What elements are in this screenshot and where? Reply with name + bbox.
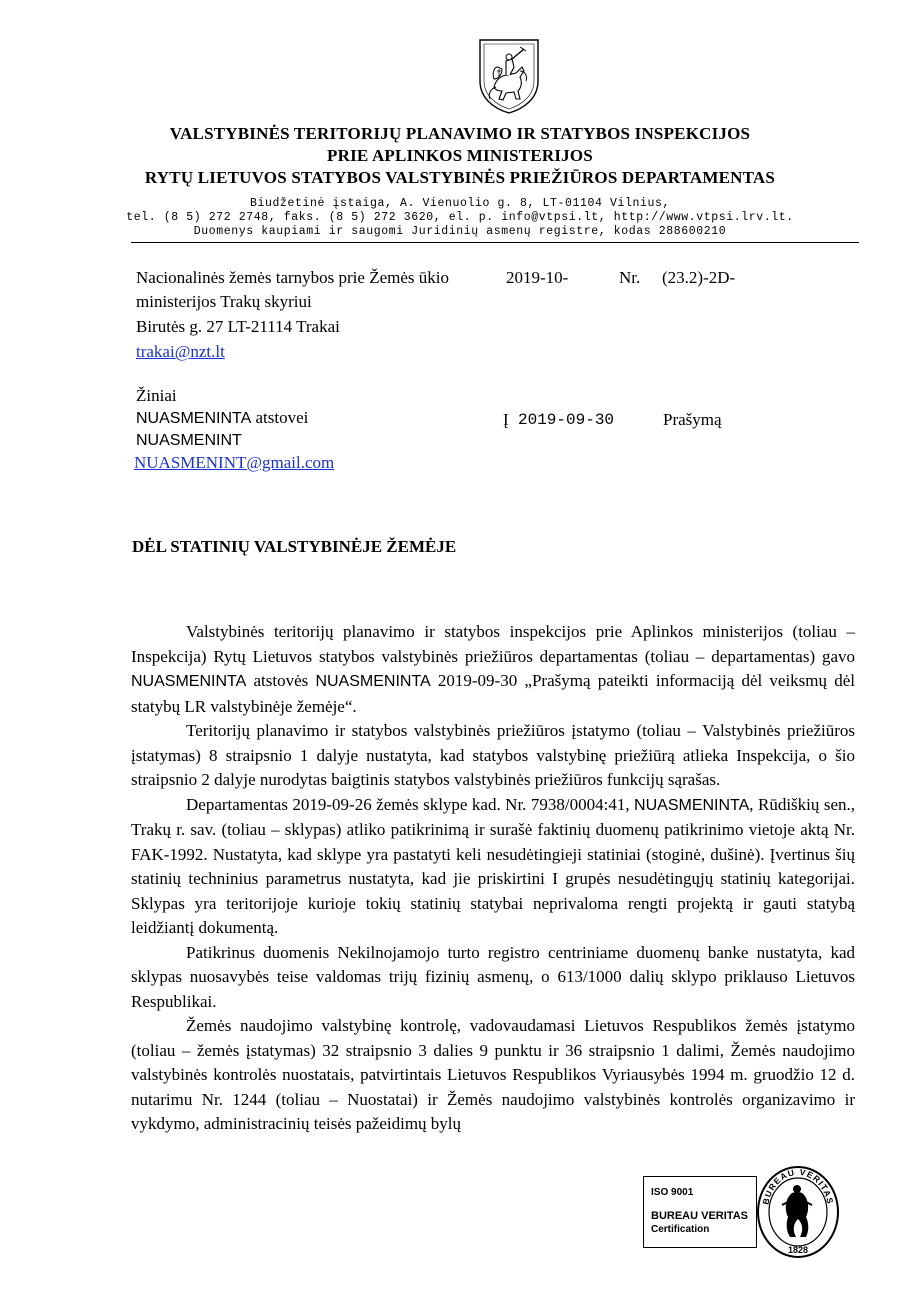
- recipient-email-link[interactable]: trakai@nzt.lt: [136, 342, 225, 361]
- document-number-label: Nr.: [619, 268, 641, 287]
- info-recipient-name: [136, 406, 308, 432]
- recipient-name-line-1: Nacionalinės žemės tarnybos prie Žemės ūkio: [136, 268, 449, 287]
- bureau-veritas-label: BUREAU VERITAS: [651, 1210, 748, 1222]
- reference-date: 2019-09-30: [518, 411, 615, 429]
- anonymized-name: NUASMENINTA: [315, 673, 431, 690]
- paragraph-1: [131, 620, 855, 719]
- institution-contacts: tel. (8 5) 272 2748, faks. (8 5) 272 3620, el. p. info@vtpsi.lt, http://www.vtpsi.lrv.lt.: [126, 211, 794, 224]
- header-divider: [131, 242, 859, 243]
- coat-of-arms-emblem: [476, 37, 542, 115]
- paragraph-5: Žemės naudojimo valstybinę kontrolę, vadovaudamasi Lietuvos Respublikos žemės įstatymo (toliau – žemės įstatymas) 32 straipsnio 3 dalies 9 punktu ir 36 straipsnio 1 dalimi, Žemės naudojimo valstybinės kontrolės nuostatais, patvirtintais Lietuvos Respublikos Vyriausybės 1994 m. gruodžio 12 d. nutarimu Nr. 1244 (toliau – Nuostatai) ir Žemės naudojimo valstybinės kontrolės organizavimo ir vykdymo, administracinių teisės pažeidimų bylų: [131, 1016, 855, 1133]
- info-recipient-role: atstovei: [251, 408, 309, 427]
- paragraph-3-part-b: , Rūdiškių sen., Trakų r. sav. (toliau – sklypas) atliko patikrinimą ir surašė faktinių duomenų patikrinimo vietoje aktą Nr. FAK-1992. Nustatyta, kad sklype yra pastatyti keli nesudėtingieji statiniai (stoginė, dušinė). Įvertinus šių statinių techninius parametrus nustatyta, kad jie priskirtini I grupės nesudėtingųjų statinių kategorijai. Sklypas yra teritorijoje kurioje tokių statinių statybai neprivaloma rengti projektą ir gauti statybą leidžiantį dokumentą.: [131, 794, 856, 937]
- anonymized-name: NUASMENINTA: [131, 673, 247, 690]
- iso-label: ISO 9001: [651, 1187, 694, 1198]
- recipient-name-line-2: ministerijos Trakų skyriui: [136, 292, 312, 311]
- paragraph-2: Teritorijų planavimo ir statybos valstybinės priežiūros įstatymo (toliau – Valstybinės priežiūros įstatymas) 8 straipsnio 1 dalyje nustatyta, kad statybos valstybinę priežiūrą atlieka Inspekcija, o šio straipsnio 2 dalyje nurodytas baigtinis statybos valstybinės priežiūros funkcijų sąrašas.: [131, 721, 855, 789]
- document-date: 2019-10-: [506, 268, 569, 287]
- seal-year: 1828: [787, 1245, 809, 1255]
- paragraph-3: [131, 793, 855, 941]
- reference-prefix: Į: [503, 410, 509, 429]
- institution-registry-code: Duomenys kaupiami ir saugomi Juridinių asmenų registre, kodas 288600210: [193, 225, 727, 238]
- recipient-address: Birutės g. 27 LT-21114 Trakai: [136, 317, 340, 336]
- paragraph-1-part-b: atstovės: [246, 671, 316, 690]
- reference-title: Prašymą: [663, 410, 722, 429]
- institution-title-line-1: VALSTYBINĖS TERITORIJŲ PLANAVIMO IR STATYBOS INSPEKCIJOS: [169, 124, 751, 143]
- anonymized-name: NUASMENINTA: [136, 410, 252, 427]
- info-recipient-line-2: NUASMENINT: [136, 432, 242, 449]
- certification-label: Certification: [651, 1224, 710, 1235]
- seal-top-text: BUREAU VERITAS: [760, 1166, 836, 1206]
- info-recipient-email-link[interactable]: NUASMENINT@gmail.com: [134, 453, 335, 472]
- paragraph-1-part-c: 2019-09-30 „Prašymą pateikti informaciją dėl veiksmų dėl statybų LR valstybinėje žemėje“.: [131, 671, 855, 716]
- iso-certification-box: [643, 1176, 757, 1248]
- department-title: RYTŲ LIETUVOS STATYBOS VALSTYBINĖS PRIEŽIŪROS DEPARTAMENTAS: [144, 168, 776, 187]
- paragraph-1-part-a: Valstybinės teritorijų planavimo ir statybos inspekcijos prie Aplinkos ministerijos (toliau – Inspekcija) Rytų Lietuvos statybos valstybinės priežiūros departamentas (toliau – departamentas) gavo: [131, 622, 855, 666]
- institution-title-line-2: PRIE APLINKOS MINISTERIJOS: [327, 146, 593, 165]
- paragraph-4: Patikrinus duomenis Nekilnojamojo turto registro centriniame duomenų banke nustatyta, kad sklypas nuosavybės teise valdomas trijų fizinių asmenų, o 613/1000 dalių sklypo priklauso Lietuvos Respublikai.: [131, 942, 855, 1011]
- bureau-veritas-seal: [756, 1165, 840, 1259]
- document-subject: DĖL STATINIŲ VALSTYBINĖJE ŽEMĖJE: [132, 537, 457, 556]
- vytis-coat-of-arms-icon: [476, 37, 542, 115]
- bureau-veritas-seal-icon: [756, 1165, 840, 1259]
- document-body: [131, 620, 855, 1137]
- anonymized-name: NUASMENINTA: [634, 796, 750, 814]
- institution-address: Biudžetinė įstaiga, A. Vienuolio g. 8, LT-01104 Vilnius,: [249, 197, 671, 210]
- paragraph-3-part-a: Departamentas 2019-09-26 žemės sklype kad. Nr. 7938/0004:41,: [186, 794, 635, 814]
- document-number: (23.2)-2D-: [662, 268, 736, 287]
- info-label: Žiniai: [136, 386, 177, 405]
